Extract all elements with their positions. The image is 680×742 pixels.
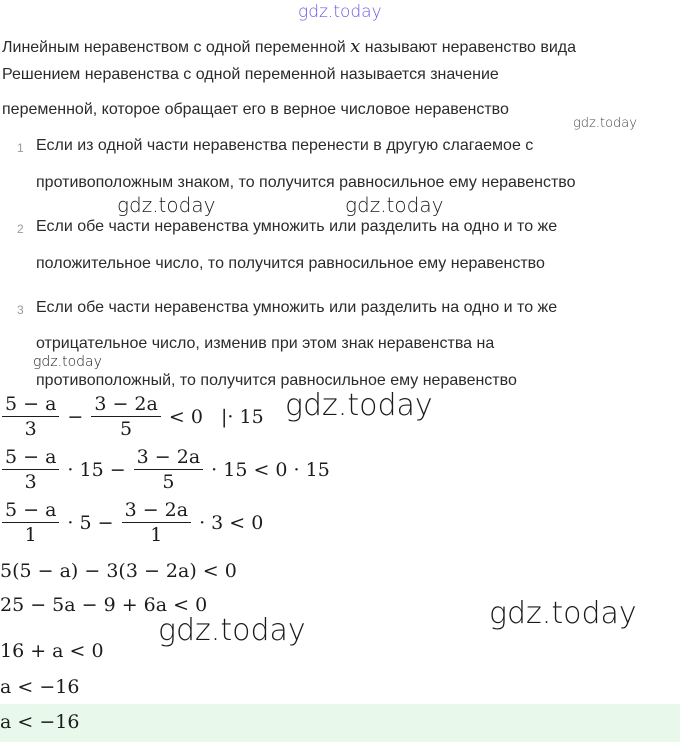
intro-line-1 — [2, 36, 576, 57]
fraction-1 — [2, 500, 59, 545]
numerator: 3 − 2a — [91, 394, 161, 417]
watermark-6: gdz.today — [489, 596, 637, 631]
denominator: 5 — [162, 471, 175, 493]
rule-2-number: 2 — [17, 222, 24, 236]
step-5: 25 − 5a − 9 + 6a < 0 — [0, 594, 208, 616]
fraction-2 — [122, 500, 192, 545]
watermark-2: gdz.today — [117, 193, 216, 217]
rule-3-number: 3 — [17, 303, 24, 317]
step-6: 16 + a < 0 — [0, 640, 104, 662]
numerator: 5 − a — [2, 394, 59, 417]
denominator: 3 — [24, 418, 37, 440]
rule-3-line-2: отрицательное число, изменив при этом знак неравенства на — [36, 335, 495, 352]
watermark-5: gdz.today — [285, 388, 433, 423]
step-2-tail: · 15 < 0 · 15 — [211, 458, 330, 481]
rule-1-number: 1 — [17, 141, 24, 155]
intro-line-3: переменной, которое обращает его в верное числовое неравенство — [2, 101, 509, 118]
step-2-mid: · 15 − — [67, 458, 126, 481]
intro-line-1-suffix: называют неравенство вида — [364, 39, 577, 56]
watermark-top: gdz.today — [298, 2, 382, 22]
watermark-7: gdz.today — [158, 613, 306, 648]
denominator: 3 — [24, 471, 37, 493]
numerator: 3 − 2a — [122, 500, 192, 523]
fraction-2 — [134, 447, 204, 492]
step-4: 5(5 − a) − 3(3 − 2a) < 0 — [0, 560, 237, 582]
rule-3-line-3: противоположный, то получится равносильное ему неравенство — [36, 372, 517, 389]
answer: a < −16 — [0, 711, 80, 733]
step-3-tail: · 3 < 0 — [199, 511, 264, 534]
denominator: 1 — [24, 524, 37, 546]
rule-1-line-1: Если из одной части неравенства перенести в другую слагаемое с — [36, 137, 534, 154]
step-3-mid: · 5 − — [67, 511, 114, 534]
rule-2-line-1: Если обе части неравенства умножить или разделить на одно и то же — [36, 218, 558, 235]
variable-x: x — [350, 36, 361, 57]
answer-box — [0, 704, 680, 742]
fraction-1 — [2, 394, 59, 439]
step-7: a < −16 — [0, 676, 80, 698]
step-1-tail: < 0 |· 15 — [168, 405, 264, 428]
rule-3-line-1: Если обе части неравенства умножить или разделить на одно и то же — [36, 299, 558, 316]
rule-1-line-2: противоположным знаком, то получится равносильное ему неравенство — [36, 174, 576, 191]
step-3 — [0, 500, 263, 545]
step-1 — [0, 394, 264, 439]
watermark-1: gdz.today — [573, 116, 637, 131]
denominator: 1 — [150, 524, 163, 546]
intro-line-1-prefix: Линейным неравенством с одной переменной — [2, 39, 346, 56]
watermark-3: gdz.today — [345, 193, 444, 217]
numerator: 5 − a — [2, 500, 59, 523]
rule-2-line-2: положительное число, то получится равносильное ему неравенство — [36, 255, 545, 272]
intro-line-2: Решением неравенства с одной переменной называется значение — [2, 66, 499, 83]
step-2 — [0, 447, 330, 492]
operator: − — [67, 405, 84, 428]
fraction-2 — [91, 394, 161, 439]
fraction-1 — [2, 447, 59, 492]
watermark-4: gdz.today — [33, 354, 102, 370]
numerator: 3 − 2a — [134, 447, 204, 470]
denominator: 5 — [120, 418, 133, 440]
numerator: 5 − a — [2, 447, 59, 470]
